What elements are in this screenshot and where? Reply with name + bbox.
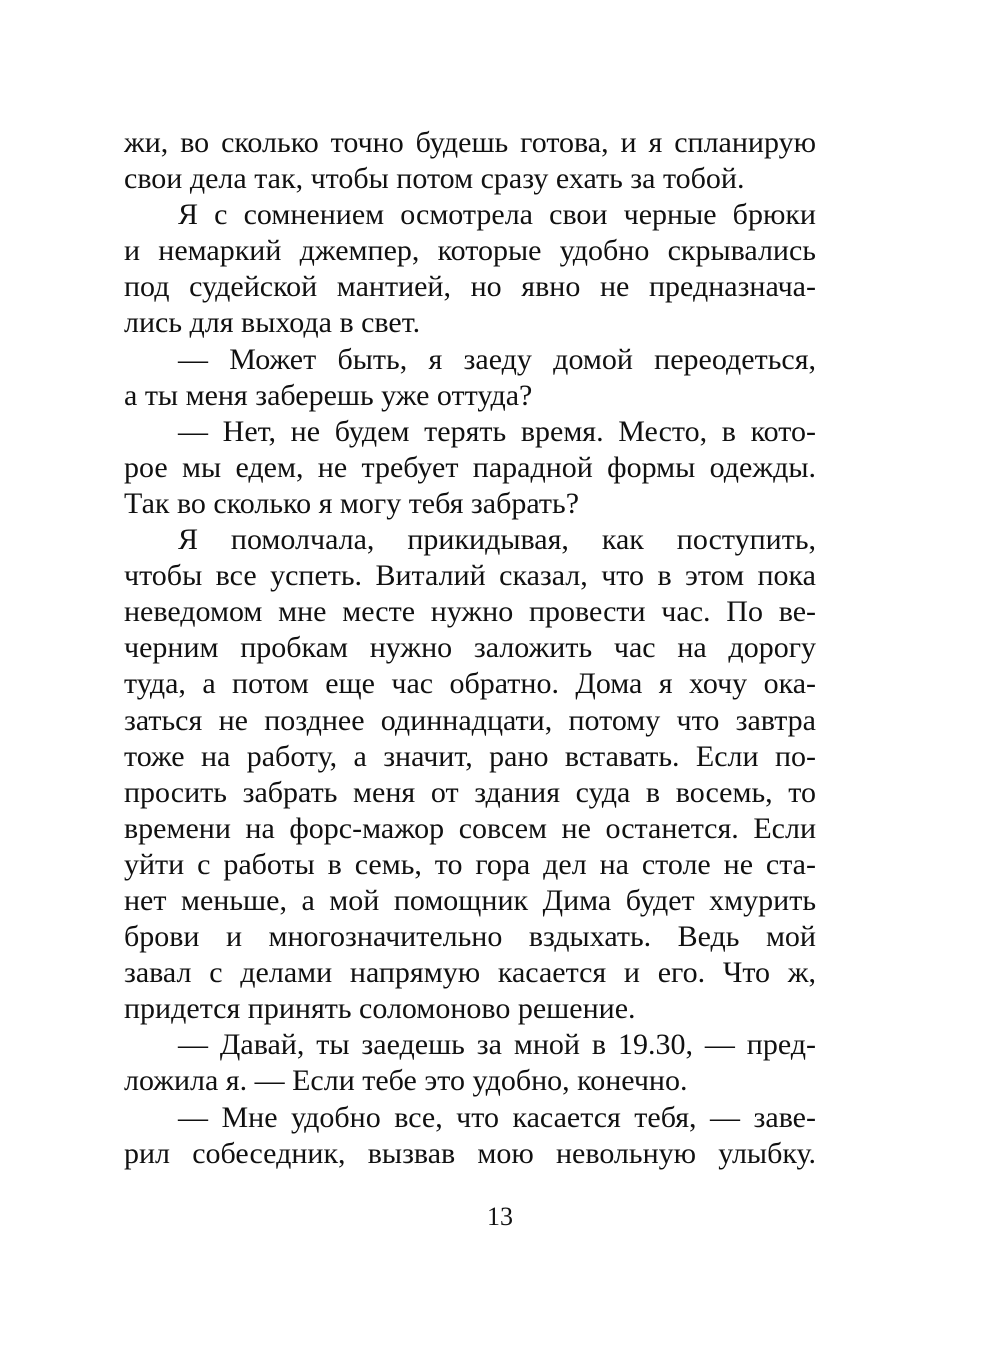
text-line: брови и многозначительно вздыхать. Ведь мой xyxy=(124,920,816,954)
text-line: лись для выхода в свет. xyxy=(124,306,421,340)
text-line: — Может быть, я заеду домой переодеться, xyxy=(178,342,816,376)
page-number: 13 xyxy=(487,1202,513,1231)
text-line: просить забрать меня от здания суда в восемь, то xyxy=(124,775,816,809)
text-line: — Нет, не будем терять время. Место, в кото- xyxy=(178,414,816,448)
text-line: ложила я. — Если тебе это удобно, конечно. xyxy=(124,1064,688,1098)
text-line: и немаркий джемпер, которые удобно скрывались xyxy=(124,234,816,268)
text-line: Я помолчала, прикидывая, как поступить, xyxy=(178,523,816,557)
text-line: под судейской мантией, но явно не предназнача- xyxy=(124,270,816,304)
text-line: уйти с работы в семь, то гора дел на столе не ста- xyxy=(124,847,816,881)
text-line: тоже на работу, а значит, рано вставать. Если по- xyxy=(124,739,816,773)
text-line: — Мне удобно все, что касается тебя, — заве- xyxy=(178,1100,816,1134)
text-line: жи, во сколько точно будешь готова, и я спланирую xyxy=(124,126,816,159)
text-line: времени на форс-мажор совсем не останется. Если xyxy=(124,811,816,845)
text-line: туда, а потом еще час обратно. Дома я хочу ока- xyxy=(124,667,816,701)
text-line: рил собеседник, вызвав мою невольную улыбку. xyxy=(124,1136,816,1170)
text-line: неведомом мне месте нужно провести час. По ве- xyxy=(124,595,816,629)
text-line: черним пробкам нужно заложить час на дорогу xyxy=(124,631,816,665)
text-line: Так во сколько я могу тебя забрать? xyxy=(124,486,580,520)
text-line: свои дела так, чтобы потом сразу ехать за тобой. xyxy=(124,162,745,196)
text-line: а ты меня заберешь уже оттуда? xyxy=(124,378,533,412)
text-line: чтобы все успеть. Виталий сказал, что в этом пока xyxy=(124,559,816,593)
text-line: завал с делами напрямую касается и его. Что ж, xyxy=(124,956,816,990)
text-line: заться не позднее одиннадцати, потому что завтра xyxy=(124,703,816,737)
body-text xyxy=(124,125,816,1172)
text-line: нет меньше, а мой помощник Дима будет хмурить xyxy=(124,883,816,917)
text-line: — Давай, ты заедешь за мной в 19.30, — пред- xyxy=(178,1028,816,1062)
text-line: придется принять соломоново решение. xyxy=(124,992,636,1026)
text-line: рое мы едем, не требует парадной формы одежды. xyxy=(124,450,816,484)
text-line: Я с сомнением осмотрела свои черные брюки xyxy=(178,198,816,232)
